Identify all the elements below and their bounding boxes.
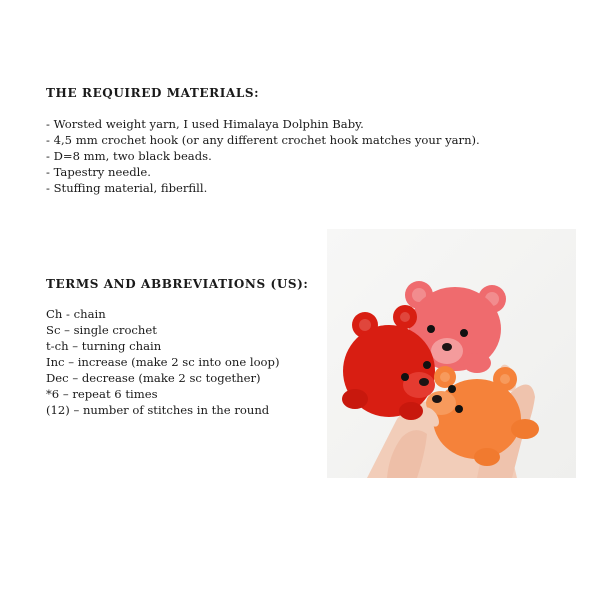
materials-list (46, 116, 480, 196)
terms-item: Ch - chain (46, 307, 106, 321)
materials-heading: THE REQUIRED MATERIALS: (46, 86, 260, 100)
terms-item: (12) – number of stitches in the round (46, 403, 270, 417)
terms-item: *6 – repeat 6 times (46, 387, 158, 401)
terms-heading: TERMS AND ABBREVIATIONS (US): (46, 277, 309, 291)
materials-item: - 4,5 mm crochet hook (or any different crochet hook matches your yarn). (46, 133, 480, 147)
terms-item: Dec – decrease (make 2 sc together) (46, 371, 261, 385)
materials-item: - Tapestry needle. (46, 165, 151, 179)
materials-item: - Worsted weight yarn, I used Himalaya Dolphin Baby. (46, 117, 364, 131)
terms-item: t-ch – turning chain (46, 339, 162, 353)
crochet-bears-photo (327, 229, 576, 478)
materials-item: - Stuffing material, fiberfill. (46, 181, 208, 195)
terms-item: Sc – single crochet (46, 323, 157, 337)
terms-list (46, 306, 279, 418)
crochet-bears-illustration (327, 229, 576, 478)
terms-item: Inc – increase (make 2 sc into one loop) (46, 355, 280, 369)
materials-item: - D=8 mm, two black beads. (46, 149, 212, 163)
